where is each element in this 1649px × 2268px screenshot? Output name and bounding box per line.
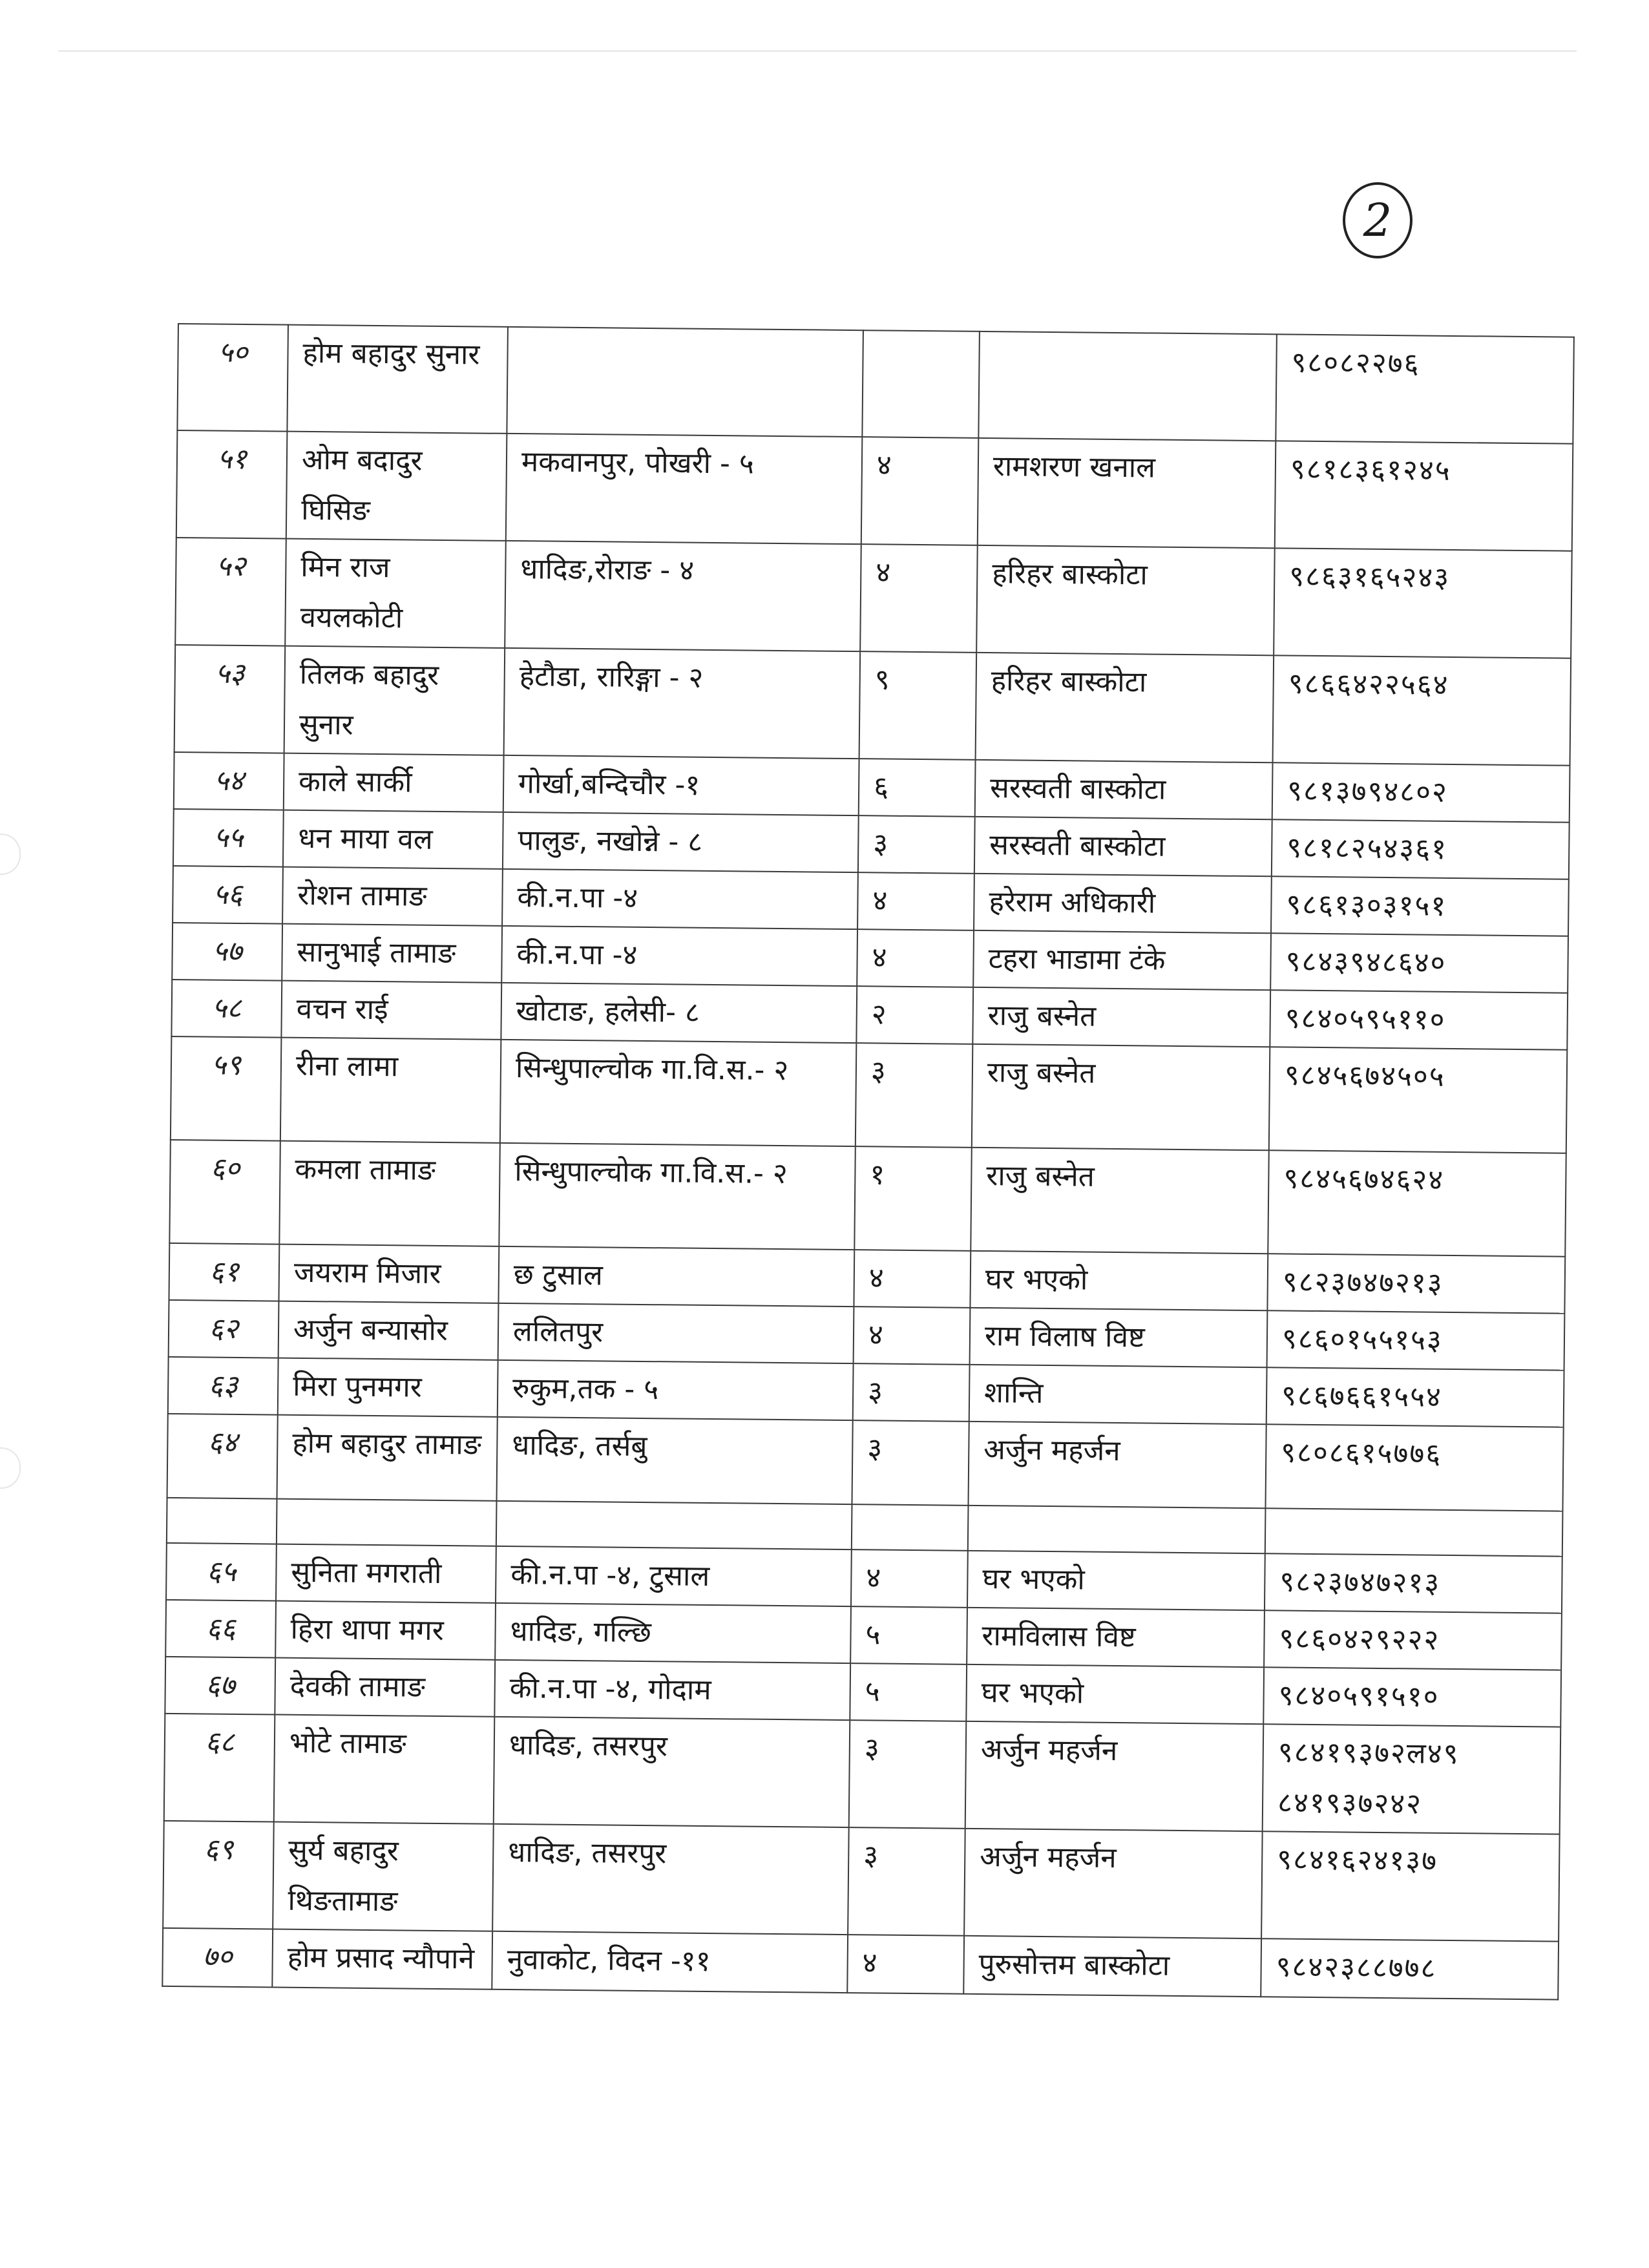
contact-person-cell: राजु बस्नेत bbox=[971, 1148, 1269, 1254]
name-cell: ओम बदादुर घिसिङ bbox=[286, 432, 507, 541]
name-cell: रीना लामा bbox=[280, 1038, 501, 1143]
contact-person-cell bbox=[978, 331, 1277, 441]
family-members-cell: ४ bbox=[854, 1307, 971, 1365]
phone-cell: ९८४०५९५११० bbox=[1270, 990, 1568, 1049]
serial-number-cell: ६६ bbox=[165, 1600, 276, 1658]
serial-number-cell: ६० bbox=[169, 1140, 280, 1244]
address-cell: धादिङ, तर्सबु bbox=[497, 1417, 853, 1504]
name-cell: मिन राज वयलकोटी bbox=[285, 539, 506, 648]
contact-person-cell: राजु बस्नेत bbox=[972, 1044, 1270, 1150]
table-row bbox=[164, 1714, 1560, 1834]
serial-number-cell: ५३ bbox=[174, 645, 286, 753]
family-members-cell: ४ bbox=[857, 872, 974, 930]
name-cell: धन माया वल bbox=[283, 810, 503, 869]
phone-cell: ९८६३१६५२४३ bbox=[1274, 548, 1572, 658]
phone-cell: ९८०८६१५७७६ bbox=[1265, 1424, 1563, 1511]
phone-cell: ९८६०४२९२२२ bbox=[1264, 1610, 1562, 1670]
table-row bbox=[175, 538, 1571, 658]
phone-cell: ९८१८२५४३६१ bbox=[1272, 819, 1570, 879]
contact-person-cell: हरिहर बास्कोटा bbox=[976, 545, 1275, 655]
table-row bbox=[163, 1821, 1559, 1942]
phone-cell: ९८६०१५५१५३ bbox=[1267, 1310, 1565, 1370]
serial-number-cell: ६१ bbox=[169, 1243, 279, 1301]
family-members-cell: ४ bbox=[860, 544, 978, 653]
name-cell: देवकी तामाङ bbox=[275, 1658, 495, 1717]
address-cell: धादिङ, गल्छि bbox=[495, 1603, 851, 1663]
family-members-cell: ५ bbox=[850, 1663, 967, 1721]
page-number: 2 bbox=[1343, 182, 1413, 258]
family-members-cell: ४ bbox=[854, 1250, 971, 1308]
contact-person-cell: पुरुसोत्तम बास्कोटा bbox=[963, 1936, 1261, 1997]
phone-cell: ९८२३७४७२१३ bbox=[1267, 1254, 1565, 1313]
phone-cell: ९८६६४२२५६४ bbox=[1273, 655, 1571, 765]
contact-person-cell bbox=[968, 1506, 1266, 1553]
phone-cell: ९८६१३०३१५१ bbox=[1271, 876, 1569, 936]
phone-cell: ९८४०५९१५१० bbox=[1263, 1667, 1561, 1727]
contact-person-cell: शान्ति bbox=[969, 1365, 1267, 1424]
serial-number-cell: ५१ bbox=[176, 430, 288, 539]
phone-cell: ९८४२३८८७७८ bbox=[1261, 1938, 1559, 1999]
contact-person-cell: सरस्वती बास्कोटा bbox=[975, 760, 1273, 819]
family-members-cell: ४ bbox=[861, 437, 979, 545]
contact-person-cell: घर भएको bbox=[970, 1251, 1268, 1310]
contact-person-cell: घर भएको bbox=[967, 1551, 1265, 1610]
serial-number-cell: ६७ bbox=[165, 1657, 275, 1715]
address-cell: गोर्खा,बन्दिचौर -१ bbox=[503, 755, 859, 815]
serial-number-cell: ६८ bbox=[164, 1714, 275, 1822]
serial-number-cell: ५५ bbox=[173, 809, 284, 867]
name-cell: सुर्य बहादुर थिङतामाङ bbox=[273, 1822, 494, 1931]
family-members-cell: ३ bbox=[856, 1043, 973, 1148]
family-members-cell: ५ bbox=[850, 1606, 967, 1664]
address-cell: की.न.पा -४, गोदाम bbox=[494, 1660, 850, 1720]
address-cell: हेटौडा, रारिङ्गा - २ bbox=[504, 648, 861, 759]
name-cell: वचन राई bbox=[281, 981, 501, 1040]
phone-cell: ९८०८२२७६ bbox=[1276, 334, 1574, 443]
contact-person-cell: राजु बस्नेत bbox=[972, 987, 1270, 1047]
serial-number-cell: ६९ bbox=[163, 1821, 274, 1929]
address-cell: की.न.पा -४ bbox=[502, 869, 858, 929]
serial-number-cell: ५६ bbox=[173, 866, 283, 924]
serial-number-cell: ६४ bbox=[167, 1414, 278, 1499]
address-cell: पालुङ, नखोन्ने - ८ bbox=[503, 812, 859, 872]
family-members-cell: २ bbox=[856, 986, 973, 1044]
serial-number-cell: ७० bbox=[162, 1928, 273, 1988]
name-cell: होम बहादुर सुनार bbox=[287, 325, 508, 434]
address-cell: धादिङ, तसरपुर bbox=[492, 1824, 849, 1935]
address-cell: मकवानपुर, पोखरी - ५ bbox=[506, 434, 863, 544]
table-row bbox=[169, 1140, 1566, 1257]
scan-edge-line bbox=[58, 50, 1577, 52]
serial-number-cell: ५० bbox=[177, 324, 288, 432]
name-cell: मिरा पुनमगर bbox=[278, 1358, 498, 1417]
address-cell: की.न.पा -४ bbox=[501, 926, 857, 986]
phone-cell: ९८६७६६१५५४ bbox=[1266, 1367, 1564, 1427]
family-members-cell: ३ bbox=[849, 1720, 967, 1829]
family-members-cell: ४ bbox=[851, 1549, 968, 1608]
serial-number-cell: ५८ bbox=[171, 980, 282, 1038]
phone-cell: ९८१८३६१२४५ bbox=[1275, 441, 1573, 551]
contact-person-cell: सरस्वती बास्कोटा bbox=[974, 817, 1272, 876]
address-cell bbox=[507, 327, 863, 437]
name-cell: काले सार्की bbox=[284, 753, 504, 812]
phone-cell bbox=[1265, 1508, 1563, 1556]
name-cell: हिरा थापा मगर bbox=[275, 1601, 496, 1660]
contact-person-cell: हरेराम अधिकारी bbox=[974, 874, 1272, 933]
phone-cell: ९८४५६७४६२४ bbox=[1268, 1150, 1566, 1256]
family-members-cell: ६ bbox=[859, 759, 976, 817]
family-members-cell: ९ bbox=[859, 651, 977, 760]
address-cell: धादिङ,रोराङ - ४ bbox=[505, 541, 861, 651]
family-members-cell: ४ bbox=[857, 929, 974, 987]
table-row bbox=[176, 430, 1573, 551]
serial-number-cell: ६२ bbox=[169, 1300, 279, 1358]
contact-person-cell: टहरा भाडामा टंके bbox=[973, 930, 1271, 990]
family-members-cell: ४ bbox=[847, 1935, 964, 1994]
table-row bbox=[171, 1036, 1567, 1153]
name-cell: होम प्रसाद न्यौपाने bbox=[272, 1929, 492, 1990]
table-row bbox=[174, 645, 1571, 766]
table-row bbox=[167, 1414, 1564, 1511]
name-cell: भोटे तामाङ bbox=[274, 1715, 495, 1824]
family-members-cell bbox=[852, 1504, 969, 1551]
contact-person-cell: राम विलाष विष्ट bbox=[970, 1308, 1268, 1367]
contact-person-cell: रामशरण खनाल bbox=[978, 438, 1276, 548]
serial-number-cell: ६५ bbox=[166, 1543, 277, 1601]
name-cell: सुनिता मगराती bbox=[276, 1544, 496, 1603]
table-row bbox=[177, 324, 1573, 444]
address-cell: की.न.पा -४, टुसाल bbox=[496, 1546, 852, 1606]
name-cell bbox=[277, 1499, 497, 1546]
name-cell: होम बहादुर तामाङ bbox=[277, 1415, 498, 1501]
family-members-cell: ३ bbox=[848, 1827, 965, 1936]
name-cell: अर्जुन बन्यासोर bbox=[278, 1301, 499, 1360]
contact-person-cell: रामविलास विष्ट bbox=[967, 1608, 1265, 1667]
serial-number-cell: ५४ bbox=[174, 752, 284, 810]
family-members-cell: ३ bbox=[858, 815, 975, 874]
address-cell: ललितपुर bbox=[498, 1303, 854, 1363]
phone-cell: ९८४३९४८६४० bbox=[1270, 933, 1568, 992]
family-members-cell: ३ bbox=[853, 1363, 970, 1422]
punch-hole bbox=[0, 1447, 21, 1489]
contact-person-cell: अर्जुन महर्जन bbox=[964, 1829, 1263, 1938]
name-cell: रोशन तामाङ bbox=[282, 867, 503, 926]
serial-number-cell: ५९ bbox=[171, 1036, 282, 1141]
serial-number-cell: ६३ bbox=[168, 1357, 278, 1415]
contact-person-cell: हरिहर बास्कोटा bbox=[976, 653, 1274, 762]
phone-cell: ९८४१६२४१३७ bbox=[1261, 1831, 1560, 1941]
beneficiary-table bbox=[162, 323, 1575, 2000]
address-cell: छ टुसाल bbox=[498, 1246, 854, 1307]
address-cell bbox=[496, 1501, 852, 1549]
name-cell: तिलक बहादुर सुनार bbox=[284, 646, 505, 755]
address-cell: सिन्धुपाल्चोक गा.वि.स.- २ bbox=[500, 1040, 857, 1146]
phone-cell: ९८१३७९४८०२ bbox=[1272, 762, 1570, 822]
name-cell: कमला तामाङ bbox=[279, 1141, 500, 1246]
family-members-cell bbox=[862, 330, 980, 438]
contact-person-cell: घर भएको bbox=[966, 1664, 1264, 1724]
family-members-cell: १ bbox=[854, 1146, 972, 1251]
punch-hole bbox=[0, 834, 21, 875]
serial-number-cell: ५२ bbox=[175, 538, 286, 646]
family-members-cell: ३ bbox=[852, 1420, 969, 1506]
address-cell: खोटाङ, हलेसी- ८ bbox=[501, 983, 857, 1043]
address-cell: रुकुम,तक - ५ bbox=[498, 1360, 854, 1420]
name-cell: सानुभाई तामाङ bbox=[282, 924, 502, 983]
phone-cell: ९८४५६७४५०५ bbox=[1269, 1047, 1568, 1153]
address-cell: धादिङ, तसरपुर bbox=[494, 1717, 850, 1827]
phone-cell: ९८२३७४७२१३ bbox=[1265, 1553, 1562, 1613]
serial-number-cell bbox=[167, 1498, 277, 1544]
contact-person-cell: अर्जुन महर्जन bbox=[968, 1422, 1266, 1508]
name-cell: जयराम मिजार bbox=[278, 1244, 499, 1303]
address-cell: सिन्धुपाल्चोक गा.वि.स.- २ bbox=[499, 1143, 856, 1250]
address-cell: नुवाकोट, विदन -११ bbox=[492, 1931, 848, 1993]
phone-cell: ९८४१९३७२ल४९ ८४१९३७२४२ bbox=[1263, 1724, 1561, 1834]
contact-person-cell: अर्जुन महर्जन bbox=[965, 1721, 1264, 1831]
serial-number-cell: ५७ bbox=[172, 923, 282, 981]
